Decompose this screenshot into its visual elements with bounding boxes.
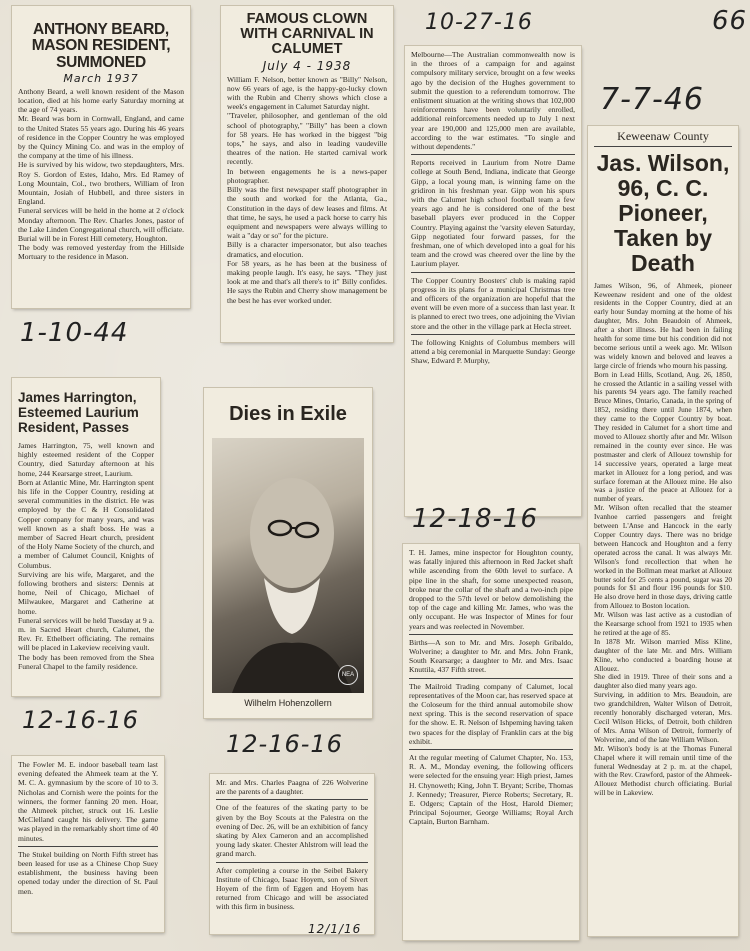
article-chapter-officers: At the regular meeting of Calumet Chapter, No. 153, R. A. M., Monday evening, the following officers were selected for the ensuing year: High priest, James H. Chynoweth; King, John T. Bryant; Scribe, Thomas J. Kennedy; Treasurer, Pierce Roberts; Secretary, R. E. Odgers; Captain of the Host, Harold Diemer; Principal Sojourner, George Williams; Royal Arch Captain, Burton Barnham. <box>409 753 573 827</box>
portrait-photo <box>212 438 364 693</box>
article-gipp: Reports received in Laurium from Notre Dame college at South Bend, Indiana, indicate that George Gipp, a local young man, is winning fame on the gridiron in his freshman year. Gipp won his spurs with the Calumet high school football team a few years ago and he is considered one of the best baseball players ever produced in the Copper Country. Playing against the 'varsity eleven Saturday, Gipp negotiated four forward passes, for the freshman, one of which developed into a goal for his team and the crowd was cheered over the line by the Laurium player. <box>411 158 575 269</box>
divider <box>216 799 368 800</box>
kicker: Keweenaw County <box>617 129 709 143</box>
headline: ANTHONY BEARD, MASON RESIDENT, SUMMONED <box>31 21 171 71</box>
headline: FAMOUS CLOWN WITH CARNIVAL IN CALUMET <box>240 11 374 58</box>
clipping-charles-paagna <box>210 774 374 934</box>
handwritten-date-right: 7-7-46 <box>600 82 704 117</box>
portrait-figure <box>212 438 364 693</box>
clipping-dies-in-exile <box>204 388 372 718</box>
divider <box>216 862 368 863</box>
article-body: William F. Nelson, better known as "Billy" Nelson, now 66 years of age, is the happy-go-lucky clown with the Rubin and Cherry shows which close a week's engagement in Calumet Saturday night. "Traveler, philosopher, and gentleman of the old school of photography," "Billy" has been a clown for 58 years. He has worked in the biggest "big tops," he says, and also in leading vaudeville theatres of the nation. He started carnival work recently. In between engagements he is a news-paper photographer. Billy was the first newspaper staff photographer in the south and worked for the Atlanta, Ga., Constitution in the days of dew leases and films. At that time, he says, he used a pack horse to carry his equipment and newspapers were always willing to wait a "day or so" for the picture. Billy is a character impersonator, but also teaches dramatics, and elocution. For 58 years, as he has been at the business of making people laugh. It's easy, he says. "They just look at me and that's all there's to it" Billy confides. He says the Rubin and Cherry show management be the best he has ever worked under. <box>227 74 387 305</box>
article-bakery-course: After completing a course in the Seibel Bakery Institute of Chicago, Isaac Hoyem, son of Sivert Hoyem of the firm of Eggen and Hoyem has returned from Chicago and will be associated with this firm in business. <box>216 865 368 912</box>
divider <box>594 146 732 147</box>
divider <box>18 846 158 847</box>
headline: James Harrington, Esteemed Laurium Resident, Passes <box>18 390 139 435</box>
handwritten-date-top: 10-27-16 <box>425 10 533 35</box>
handwritten-date-1944: 1-10-44 <box>20 318 129 348</box>
divider <box>411 334 575 335</box>
clipping-fowler-baseball <box>12 756 164 932</box>
headline: Jas. Wilson, 96, C. C. Pioneer, Taken by Death <box>596 149 730 276</box>
clipping-melbourne-column <box>405 46 581 516</box>
handwritten-date-16-left: 12-16-16 <box>22 706 139 734</box>
clipping-anthony-beard <box>12 6 190 308</box>
clipping-james-harrington <box>12 378 160 696</box>
handwritten-date-bottom: 12/1/16 <box>308 922 362 936</box>
divider <box>411 154 575 155</box>
handwritten-date: July 4 - 1938 <box>262 58 352 73</box>
clipping-jas-wilson <box>588 126 738 936</box>
article-birth-notice: Mr. and Mrs. Charles Paagna of 226 Wolverine are the parents of a daughter. <box>216 778 368 797</box>
article-knights: The following Knights of Columbus members will attend a big ceremonial in Marquette Sunday: George Shaw, Edward P. Murphy, <box>411 337 575 366</box>
photo-caption: Wilhelm Hohenzollern <box>244 698 332 708</box>
article-mailroid: The Mailroid Trading company of Calumet, local representatives of the Moon car, has reserved space at the Coloseum for the third annual automobile show next spring. This is the second reservation of space for the show. E. R. Nelson of Ishpeming having taken two spaces for the display of Franklin cars at the big exhibit. <box>409 681 573 746</box>
divider <box>409 634 573 635</box>
article-body: James Harrington, 75, well known and highly esteemed resident of the Copper Country, died Saturday afternoon at his home, 244 Kearsarge street, Laurium. Born at Atlantic Mine, Mr. Harrington spent his life in the Copper Country, residing at several communities in the district. He was employed by the C & H Consolidated Copper company for many years, and was well known as a shaft boss. He was a member of Sacred Heart church, president of the Holy Name Society of the church, and a member of Calumet Council, Knights of Columbus. Surviving are his wife, Margaret, and the following brothers and sisters: Dennis at home, Neil of Chicago, Michael of Milwaukee, Margaret and Catherine at home. Funeral services will be held Tuesday at 9 a. m. in Sacred Heart church, Calumet, the Rev. Fr. Ethelbert officiating. The remains will be placed in Lakeview receiving vault. The body has been removed from the Shea Funeral Chapel to the family residence. <box>18 441 155 671</box>
clipping-th-james-column <box>403 544 579 940</box>
divider <box>409 678 573 679</box>
article-skating-party: One of the features of the skating party to be given by the Boy Scouts at the Palestra on the evening of Dec. 26, will be an exhibition of fancy skating by Alex Cameron and an accomplished young lady skater. Chester Ahlstrom will lead the grand march. <box>216 803 368 859</box>
handwritten-date-16-mid: 12-16-16 <box>226 730 343 758</box>
article-births: Births—A son to Mr. and Mrs. Joseph Gribaldo, Wolverine; a daughter to Mr. and Mrs. John Frank, South Kearsarge; a daughter to Mr. and Mrs. Isaac Knuttila, 437 Fifth street. <box>409 637 573 675</box>
divider <box>411 272 575 273</box>
clipping-famous-clown <box>221 6 393 342</box>
article-boosters: The Copper Country Boosters' club is making rapid progress in its plans for a municipal Christmas tree and officers of the organization are hopeful that the event will be even more of a success than last year. It is planned to erect two trees, one adjoining the Vivian store and the other in the village park at Hecla street. <box>411 275 575 331</box>
handwritten-page-number: 66 <box>712 6 748 36</box>
article-body: Anthony Beard, a well known resident of the Mason location, died at his home early Saturday morning at the age of 74 years. Mr. Beard was born in Cornwall, England, and came to the United States 55 years ago. During his 46 years of residence in the Copper Country he was employed by the Quincy Mining Co. and was in the employ of the company at the time of his illness. He is survived by his widow, two stepdaughters, Mrs. Roy S. Gordon of Estes, Idaho, Mrs. Ed Ramey of Long Mountain, Col., two brothers, William of Iron Mountain, Josiah of Hubbell, and three sisters in England. Funeral services will be held in the home at 2 o'clock Monday afternoon. The Rev. Charles Jones, pastor of the Lake Linden Congregational church, will officiate. Burial will be in Forest Hill cemetery, Houghton. The body was removed yesterday from the Hillside Mortuary to the residence in Mason. <box>18 86 184 262</box>
article-th-james: T. H. James, mine inspector for Houghton county, was fatally injured this afternoon in Red Jacket shaft while ascending from the 60th level to surface. A pipe line in the shaft, for some unexpected reason, broke near the collar of the shaft and a two-inch pipe dropped to the 57th level or below demolishing the top of the cage and killing Mr. James, who was the only occupant. He was Inspector of Mines for four years and was reelected in November. <box>409 548 573 631</box>
article-stukel: The Stukel building on North Fifth street has been leased for use as a Chinese Chop Suey establishment, the business having been opened today under the direction of St. Paul men. <box>18 849 158 896</box>
article-melbourne: Melbourne—The Australian commonwealth now is in the throes of a campaign for and against compulsory military service, brought on a few weeks ago by the decision of the Hughes government to submit the question to a referendum tomorrow. The enlistment situation at the writing shows that 102,000 reinforcements have been voluntarily enrolled, additional reinforcements needed up to July 1 next year are 190,000 and 125,000 men are available, according to the war estimates. "To single and without dependents." <box>411 50 575 152</box>
handwritten-date: March 1937 <box>63 71 139 85</box>
headline: Dies in Exile <box>229 403 347 425</box>
divider <box>409 749 573 750</box>
handwritten-date-18: 12-18-16 <box>412 504 539 534</box>
nea-badge: NEA <box>338 665 358 685</box>
article-fowler: The Fowler M. E. indoor baseball team last evening defeated the Ahmeek team at the Y. M. C. A. gymnasium by the score of 10 to 3. Nicholas and Cornish were the points for the winners, the former fanning 20 men. Hoar, the Ahmeek pitcher, struck out 16. Leslie McClelland caught his delivery. The game was played in the remarkably short time of 40 minutes. <box>18 760 158 843</box>
article-body: James Wilson, 96, of Ahmeek, pioneer Keweenaw resident and one of the oldest residents in the Copper Country, died at an early hour Sunday morning at the home of his daughter, Mrs. John Beaudoin of Ahmeek, after a short illness. He had been in failing health for some time but his condition did not become serious until a week ago. Mr. Wilson was widely known and beloved and leaves a large circle of friends who mourn his passing. Born in Lead Hills, Scotland, Aug. 26, 1850, he crossed the Atlantic in a sailing vessel with his parents 94 years ago. The family reached Bruce Mines, Ontario, Canada, in the spring of 1852, residing there until June 1874, when they came to the Copper Country by boat. They resided in Calumet for a short time and moved to Allouez shortly after and Mr. Wilson remained in the county ever since. He was postmaster and clerk of Allouez township for 14 successive years, operated a large meat market in Allouez for a long period, and was surface foreman at the Allouez mine. He also was a justice of the peace at Allouez for a number of years. Mr. Wilson often recalled that the steamer Ivanhoe carried passengers and freight between L'Anse and Hancock in the early Copper Country days. There was no bridge between Hancock and Houghton and a ferry operated across the canal. It was always Mr. Wilson's fond recollection that when he worked in the Bollman meat market at Allouez butter sold for 25 cents a pound, sugar was 20 pounds for $1 and flour 196 pounds for $10. He also drove herd in those days, driving cattle from Allouez to Boston location. Mr. Wilson was last active as a custodian of the Kearsarge school from 1921 to 1935 when he retired at the age of 85. In 1878 Mr. Wilson married Miss Kline, daughter of the late Mr. and Mrs. William Kline, who conducted a boarding house at Allouez. She died in 1919. Three of their sons and a daughter also died many years ago. Surviving, in addition to Mrs. Beaudoin, are two grandchildren, Walter Wilson of Detroit, recently honorably discharged veteran, Mrs. Cecil Wilson Hicks, of Detroit, both children of Mrs. Anna Wilson of Detroit, formerly of Wolverine, and of the late William Wilson. Mr. Wilson's body is at the Thomas Funeral Chapel where it will remain until time of the funeral Wednesday at 2 p. m. at the chapel, with the Rev. Crawford, pastor of the Ahmeek-Allouez Methodist church officiating. Burial will be in Lakeview. <box>594 280 732 798</box>
